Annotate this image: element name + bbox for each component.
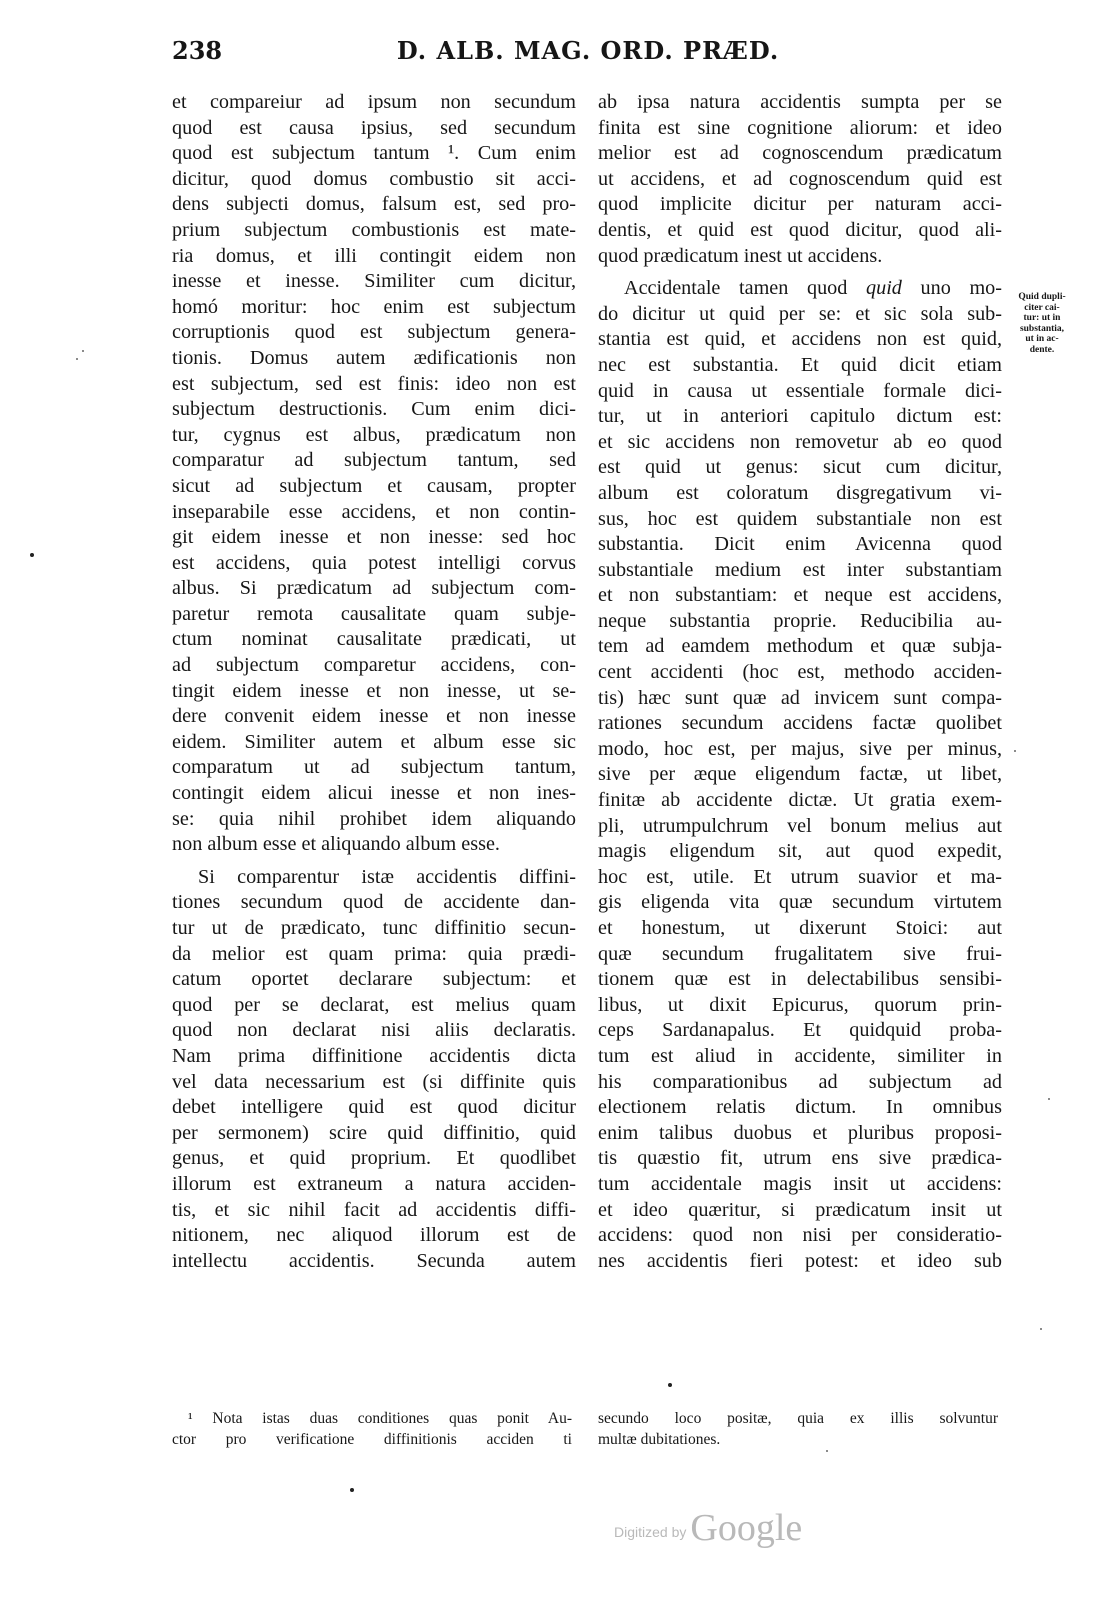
text-line: rationes secundum accidens factæ quolibet	[598, 712, 1002, 735]
text-line: comparatum ut ad subjectum tantum,	[172, 756, 576, 779]
scan-speck	[1048, 1098, 1050, 1100]
text-line: subjectum destructionis. Cum enim dici-	[172, 398, 576, 421]
scan-speck	[1040, 1328, 1042, 1330]
text-line: tur, ut in anteriori capitulo dictum est:	[598, 405, 1002, 428]
google-digitized-watermark	[614, 1507, 803, 1549]
text-line: ad subjectum comparetur accidens, con-	[172, 654, 576, 677]
text-line: do dicitur ut quid per se: et sic sola sub-	[598, 302, 1002, 325]
text-line: genus, et quid proprium. Et quodlibet	[172, 1147, 576, 1170]
margin-note-line: dente.	[1029, 344, 1055, 355]
text-line: Nam prima diffinitione accidentis dicta	[172, 1044, 576, 1067]
text-line: et ideo quæritur, si prædicatum insit ut	[598, 1198, 1002, 1221]
text-line: electionem relatis dictum. In omnibus	[598, 1096, 1002, 1119]
text-line: hoc est, utile. Et utrum suavior et ma-	[598, 865, 1002, 888]
text-line: albus. Si prædicatum ad subjectum com-	[172, 577, 576, 600]
text-line: quod est subjectum tantum ¹. Cum enim	[172, 142, 576, 165]
text-line: nec est substantia. Et quid dicit etiam	[598, 353, 1002, 376]
text-line: album est coloratum disgregativum vi-	[598, 481, 1002, 504]
paragraph-gap	[598, 269, 1002, 276]
text-line: tem ad eamdem methodum et quæ subja-	[598, 635, 1002, 658]
text-line: git eidem inesse et non inesse: sed hoc	[172, 526, 576, 549]
text-line: cent accidenti (hoc est, methodo acciden-	[598, 661, 1002, 684]
italic-word: quid	[866, 277, 902, 300]
text-line: ab ipsa natura accidentis sumpta per se	[598, 91, 1002, 113]
scan-speck	[82, 350, 84, 352]
text-line: ctum nominat causalitate prædicati, ut	[172, 628, 576, 651]
scan-speck	[30, 553, 34, 557]
scan-speck	[350, 1488, 354, 1492]
text-line: libus, ut dixit Epicurus, quorum prin-	[598, 993, 1002, 1016]
margin-note-line: citer cai-	[1024, 302, 1060, 313]
text-line: neque substantia proprie. Reducibilia au-	[598, 609, 1002, 632]
text-line: est accidens, quia potest intelligi corvus	[172, 551, 576, 574]
footnote-line: ctor pro verificatione diffinitionis acciden ti	[172, 1431, 572, 1448]
margin-note-line: substantia,	[1019, 323, 1065, 334]
text-line: finitæ ab accidente dictæ. Ut gratia exem-	[598, 789, 1002, 812]
text-line: ut accidens, et ad cognoscendum quid est	[598, 167, 1002, 190]
text-line: quod prædicatum inest ut accidens.	[598, 244, 883, 267]
text-line: tionem quæ est in delectabilibus sensibi-	[598, 968, 1002, 991]
text-line: pli, utrumpulchrum vel bonum melius aut	[598, 814, 1002, 837]
text-line: sicut ad subjectum et causam, propter	[172, 474, 576, 497]
text-line: quæ secundum frugalitatem sive frui-	[598, 942, 1002, 965]
text-line: et honestum, ut dixerunt Stoici: aut	[598, 917, 1002, 939]
text-line: inesse et inesse. Similiter cum dicitur,	[172, 270, 576, 293]
running-title: D. ALB. MAG. ORD. PRÆD.	[396, 36, 780, 65]
left-text-column	[172, 90, 576, 1274]
scan-speck	[668, 1383, 672, 1387]
text-line: sus, hoc est quidem substantiale non est	[598, 507, 1002, 530]
footnote-line: multæ dubitationes.	[598, 1431, 721, 1448]
text-line: tum accidentale magis insit ut accidens:	[598, 1172, 1002, 1195]
text-line: modo, hoc est, per majus, sive per minus,	[598, 737, 1002, 760]
text-line: et non substantiam: et neque est accidens,	[598, 584, 1002, 607]
digitized-by-label: Digitized by	[614, 1524, 687, 1540]
text-line: magis eligendum sit, aut quod expedit,	[598, 840, 1002, 863]
text-line: substantia. Dicit enim Avicenna quod	[598, 533, 1002, 556]
page-number: 238	[172, 36, 223, 65]
text-line: intellectu accidentis. Secunda autem	[172, 1249, 576, 1272]
text-line: tur ut de prædicato, tunc diffinitio secun-	[172, 917, 576, 939]
text-line: tis) hæc sunt quæ ad invicem sunt compa-	[598, 686, 1002, 709]
google-logo: Google	[690, 1507, 803, 1549]
text-line: homó moritur: hoc enim est subjectum	[172, 295, 576, 318]
scan-speck	[826, 1450, 828, 1452]
text-line: tis, et sic nihil facit ad accidentis diffi-	[172, 1198, 576, 1221]
text-line: tionis. Domus autem ædificationis non	[172, 346, 576, 369]
text-line: gis eligenda vita quæ secundum virtutem	[598, 891, 1002, 914]
text-line: contingit eidem alicui inesse et non ines-	[172, 782, 576, 805]
footnote-right	[598, 1408, 998, 1450]
text-line: his comparationibus ad subjectum ad	[598, 1070, 1002, 1093]
text-line: debet intelligere quid est quod dicitur	[172, 1096, 576, 1119]
text-line: enim talibus duobus et pluribus proposi-	[598, 1121, 1002, 1144]
text-line: vel data necessarium est (si diffinite quis	[172, 1070, 576, 1093]
text-line: dicitur, quod domus combustio sit acci-	[172, 167, 576, 190]
text-line: substantiale medium est inter substantiam	[598, 558, 1002, 581]
text-line: dens subjecti domus, falsum est, sed pro-	[172, 193, 576, 216]
text-line: da melior est quam prima: quia prædi-	[172, 942, 576, 965]
text-line: ceps Sardanapalus. Et quidquid proba-	[598, 1019, 1002, 1042]
text-line: et compareiur ad ipsum non secundum	[172, 91, 576, 113]
text-line: tiones secundum quod de accidente dan-	[172, 891, 576, 914]
text-line: tis quæstio fit, utrum ens sive prædica-	[598, 1147, 1002, 1170]
text-line: Si comparentur istæ accidentis diffini-	[198, 865, 576, 888]
text-line: est subjectum, sed est finis: ideo non est	[172, 372, 576, 395]
text-line: tum est aliud in accidente, similiter in	[598, 1044, 1002, 1067]
text-line: nes accidentis fieri potest: et ideo sub	[598, 1249, 1002, 1272]
text-line: non album esse et aliquando album esse.	[172, 833, 500, 856]
text-line: est quid ut genus: sicut cum dicitur,	[598, 456, 1002, 479]
text-line: quod implicite dicitur per naturam acci-	[598, 193, 1002, 216]
text-line: illorum est extraneum a natura acciden-	[172, 1172, 576, 1195]
text-line: se: quia nihil prohibet idem aliquando	[172, 807, 576, 830]
margin-note-line: Quid dupli-	[1018, 292, 1066, 302]
scan-speck	[1014, 750, 1016, 752]
text-line: et sic accidens non removetur ab eo quod	[598, 430, 1002, 453]
text-line: prium subjectum combustionis est mate-	[172, 218, 576, 241]
footnote-left	[172, 1408, 572, 1450]
footnote-line: ¹ Nota istas duas conditiones quas ponit Au-	[188, 1410, 572, 1427]
text-line: catum oportet declarare subjectum: et	[172, 968, 576, 991]
footnote-line: secundo loco positæ, quia ex illis solvuntur	[598, 1410, 998, 1427]
text-line: quid in causa ut essentiale formale dici-	[598, 379, 1002, 402]
text-line: eidem. Similiter autem et album esse sic	[172, 730, 576, 753]
text-line: dentis, et quid est quod dicitur, quod ali-	[598, 218, 1002, 241]
text-line: dere convenit eidem inesse et non inesse	[172, 705, 576, 728]
text-line: tur, cygnus est albus, prædicatum non	[172, 423, 576, 446]
text-line: tingit eidem inesse et non inesse, ut se-	[172, 679, 576, 702]
text-line: comparatur ad subjectum tantum, sed	[172, 449, 576, 472]
text-line: quod non declarat nisi aliis declaratis.	[172, 1019, 576, 1042]
margin-note	[1011, 292, 1073, 355]
text-line: inseparabile esse accidens, et non contin-	[172, 500, 576, 523]
text-line: per sermonem) scire quid diffinitio, quid	[172, 1121, 576, 1144]
margin-note-line: tur: ut in	[1023, 313, 1061, 323]
text-line: paretur remota causalitate quam subje-	[172, 602, 576, 625]
text-line: quod per se declarat, est melius quam	[172, 993, 576, 1016]
right-text-column	[598, 90, 1002, 1274]
paragraph-gap	[172, 858, 576, 865]
scan-speck	[76, 358, 78, 360]
text-line: melior est ad cognoscendum prædicatum	[598, 142, 1002, 165]
text-line: corruptionis quod est subjectum genera-	[172, 321, 576, 344]
margin-note-line: ut in ac-	[1025, 334, 1059, 344]
text-line: sive per æque eligendum factæ, ut libet,	[598, 763, 1002, 786]
text-line: accidens: quod non nisi per consideratio-	[598, 1224, 1002, 1247]
text-line: nitionem, nec aliquod illorum est de	[172, 1224, 576, 1247]
text-line: finita est sine cognitione aliorum: et ideo	[598, 116, 1002, 139]
text-line: ria domus, et illi contingit eidem non	[172, 244, 576, 267]
text-line: stantia est quid, et accidens non est quid,	[598, 328, 1002, 351]
text-line: quod est causa ipsius, sed secundum	[172, 116, 576, 139]
text-line: Accidentale tamen quod quid uno mo-	[624, 277, 1002, 300]
